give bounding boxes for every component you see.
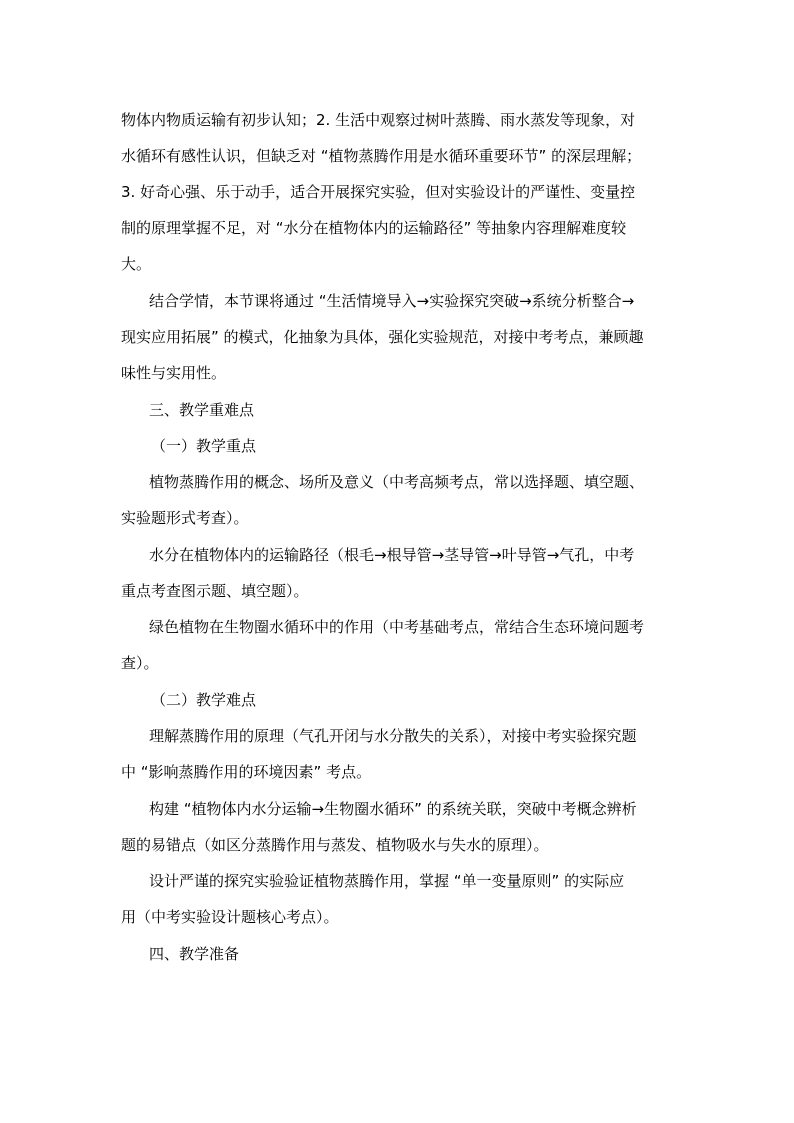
text-line: 设计严谨的探究实验验证植物蒸腾作用，掌握 “单一变量原则” 的实际应 xyxy=(149,872,625,890)
text-line: 结合学情，本节课将通过 “生活情境导入→实验探究突破→系统分析整合→ xyxy=(149,292,635,310)
text-line: 植物蒸腾作用的概念、场所及意义（中考高频考点，常以选择题、填空题、 xyxy=(149,473,645,491)
section-heading: 三、教学重难点 xyxy=(149,401,255,419)
text-line: 水分在植物体内的运输路径（根毛→根导管→茎导管→叶导管→气孔，中考 xyxy=(149,546,635,564)
text-line: 3. 好奇心强、乐于动手，适合开展探究实验，但对实验设计的严谨性、变量控 xyxy=(121,183,636,201)
text-line: 理解蒸腾作用的原理（气孔开闭与水分散失的关系），对接中考实验探究题 xyxy=(149,727,637,745)
text-line: 题的易错点（如区分蒸腾作用与蒸发、植物吸水与失水的原理）。 xyxy=(121,836,549,854)
text-line: 构建 “植物体内水分运输→生物圈水循环” 的系统关联，突破中考概念辨析 xyxy=(149,800,637,818)
text-line: 用（中考实验设计题核心考点）。 xyxy=(121,908,339,926)
text-line: 查）。 xyxy=(121,654,159,672)
text-line: 现实应用拓展” 的模式，化抽象为具体，强化实验规范，对接中考考点，兼顾趣 xyxy=(121,328,644,346)
section-heading: 四、教学准备 xyxy=(149,945,240,963)
text-line: 味性与实用性。 xyxy=(121,364,227,382)
text-line: 制的原理掌握不足，对 “水分在植物体内的运输路径” 等抽象内容理解难度较 xyxy=(121,219,627,237)
text-line: 中 “影响蒸腾作用的环境因素” 考点。 xyxy=(121,763,372,781)
text-line: 实验题形式考查）。 xyxy=(121,509,249,527)
text-line: 水循环有感性认识，但缺乏对 “植物蒸腾作用是水循环重要环节” 的深层理解； xyxy=(121,147,642,165)
text-line: 物体内物质运输有初步认知；2. 生活中观察过树叶蒸腾、雨水蒸发等现象，对 xyxy=(121,111,636,129)
text-line: 大。 xyxy=(121,255,152,273)
subsection-heading: （二）教学难点 xyxy=(151,691,257,709)
text-line: 绿色植物在生物圈水循环中的作用（中考基础考点，常结合生态环境问题考 xyxy=(149,618,645,636)
text-line: 重点考查图示题、填空题）。 xyxy=(121,582,309,600)
subsection-heading: （一）教学重点 xyxy=(151,437,257,455)
